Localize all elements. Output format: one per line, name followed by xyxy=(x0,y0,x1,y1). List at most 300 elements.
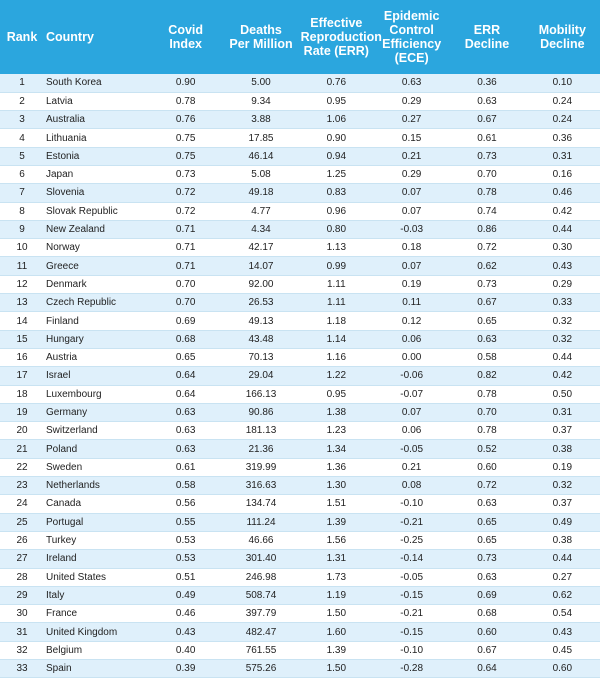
rank-cell: 20 xyxy=(0,422,44,440)
ece-cell: 0.21 xyxy=(374,458,449,476)
err-cell: 1.14 xyxy=(299,330,374,348)
err-decline-cell: 0.62 xyxy=(449,257,524,275)
country-cell: Belgium xyxy=(44,641,148,659)
covid-index-cell: 0.70 xyxy=(148,275,223,293)
mobility-decline-cell: 0.43 xyxy=(525,257,600,275)
ece-cell: 0.06 xyxy=(374,330,449,348)
err-decline-cell: 0.65 xyxy=(449,531,524,549)
mobility-decline-cell: 0.37 xyxy=(525,422,600,440)
mobility-decline-cell: 0.43 xyxy=(525,623,600,641)
covid-index-cell: 0.40 xyxy=(148,641,223,659)
err-decline-cell: 0.52 xyxy=(449,440,524,458)
country-cell: Israel xyxy=(44,367,148,385)
err-decline-cell: 0.72 xyxy=(449,239,524,257)
header-err xyxy=(299,0,382,74)
ece-cell: -0.14 xyxy=(374,550,449,568)
mobility-decline-cell: 0.30 xyxy=(525,239,600,257)
rank-cell: 27 xyxy=(0,550,44,568)
err-decline-cell: 0.65 xyxy=(449,312,524,330)
deaths-cell: 482.47 xyxy=(223,623,298,641)
ece-cell: 0.11 xyxy=(374,294,449,312)
err-cell: 1.36 xyxy=(299,458,374,476)
header-line: (ECE) xyxy=(394,51,429,65)
covid-index-cell: 0.71 xyxy=(148,257,223,275)
deaths-cell: 46.14 xyxy=(223,147,298,165)
ece-cell: -0.28 xyxy=(374,660,449,678)
country-cell: Poland xyxy=(44,440,148,458)
rank-cell: 22 xyxy=(0,458,44,476)
country-cell: Austria xyxy=(44,348,148,366)
header-line: Rate (ERR) xyxy=(303,44,369,58)
err-cell: 1.18 xyxy=(299,312,374,330)
rank-cell: 30 xyxy=(0,605,44,623)
rank-cell: 5 xyxy=(0,147,44,165)
mobility-decline-cell: 0.45 xyxy=(525,641,600,659)
table-row xyxy=(0,312,600,330)
covid-index-cell: 0.51 xyxy=(148,568,223,586)
mobility-decline-cell: 0.24 xyxy=(525,111,600,129)
country-cell: Netherlands xyxy=(44,477,148,495)
deaths-cell: 3.88 xyxy=(223,111,298,129)
ece-cell: 0.06 xyxy=(374,422,449,440)
ece-cell: -0.21 xyxy=(374,513,449,531)
err-cell: 0.80 xyxy=(299,220,374,238)
rank-cell: 29 xyxy=(0,586,44,604)
deaths-cell: 166.13 xyxy=(223,385,298,403)
ece-cell: 0.07 xyxy=(374,257,449,275)
err-cell: 1.31 xyxy=(299,550,374,568)
covid-index-cell: 0.39 xyxy=(148,660,223,678)
deaths-cell: 4.77 xyxy=(223,202,298,220)
err-cell: 0.99 xyxy=(299,257,374,275)
header-ece xyxy=(374,0,449,74)
rank-cell: 10 xyxy=(0,239,44,257)
country-cell: Italy xyxy=(44,586,148,604)
ece-cell: -0.03 xyxy=(374,220,449,238)
table-row xyxy=(0,92,600,110)
err-decline-cell: 0.70 xyxy=(449,403,524,421)
rank-cell: 15 xyxy=(0,330,44,348)
ece-cell: -0.15 xyxy=(374,623,449,641)
mobility-decline-cell: 0.42 xyxy=(525,367,600,385)
deaths-cell: 508.74 xyxy=(223,586,298,604)
header-rank: Rank xyxy=(6,30,38,44)
deaths-cell: 575.26 xyxy=(223,660,298,678)
err-cell: 0.83 xyxy=(299,184,374,202)
country-cell: Turkey xyxy=(44,531,148,549)
table-row xyxy=(0,129,600,147)
covid-index-cell: 0.78 xyxy=(148,92,223,110)
ece-cell: -0.05 xyxy=(374,568,449,586)
err-cell: 1.34 xyxy=(299,440,374,458)
ece-cell: 0.63 xyxy=(374,74,449,92)
header-line: Efficiency xyxy=(382,37,442,51)
deaths-cell: 14.07 xyxy=(223,257,298,275)
table-row xyxy=(0,641,600,659)
covid-index-cell: 0.75 xyxy=(148,147,223,165)
err-cell: 1.19 xyxy=(299,586,374,604)
mobility-decline-cell: 0.31 xyxy=(525,147,600,165)
rank-cell: 12 xyxy=(0,275,44,293)
rank-cell: 16 xyxy=(0,348,44,366)
table-row xyxy=(0,294,600,312)
err-cell: 1.11 xyxy=(299,294,374,312)
rank-cell: 23 xyxy=(0,477,44,495)
header-covid-index xyxy=(148,0,223,74)
covid-index-cell: 0.70 xyxy=(148,294,223,312)
covid-index-cell: 0.90 xyxy=(148,74,223,92)
header-line: Index xyxy=(169,37,202,51)
ece-cell: 0.07 xyxy=(374,184,449,202)
country-cell: Lithuania xyxy=(44,129,148,147)
table-row xyxy=(0,422,600,440)
table-row xyxy=(0,111,600,129)
header-line: Mobility xyxy=(538,23,586,37)
table-row xyxy=(0,385,600,403)
err-decline-cell: 0.86 xyxy=(449,220,524,238)
err-cell: 1.11 xyxy=(299,275,374,293)
ece-cell: 0.12 xyxy=(374,312,449,330)
covid-index-cell: 0.64 xyxy=(148,385,223,403)
covid-index-cell: 0.64 xyxy=(148,367,223,385)
err-cell: 1.13 xyxy=(299,239,374,257)
err-decline-cell: 0.72 xyxy=(449,477,524,495)
rank-cell: 24 xyxy=(0,495,44,513)
err-cell: 1.22 xyxy=(299,367,374,385)
table-body xyxy=(0,74,600,678)
header-line: Decline xyxy=(464,37,510,51)
table-row xyxy=(0,458,600,476)
header-line: Decline xyxy=(540,37,585,51)
deaths-cell: 92.00 xyxy=(223,275,298,293)
covid-index-cell: 0.63 xyxy=(148,403,223,421)
err-cell: 0.76 xyxy=(299,74,374,92)
country-cell: Denmark xyxy=(44,275,148,293)
country-cell: Spain xyxy=(44,660,148,678)
err-decline-cell: 0.64 xyxy=(449,660,524,678)
table-row xyxy=(0,220,600,238)
header-line: Per Million xyxy=(229,37,293,51)
header-deaths-per-million xyxy=(223,0,298,74)
ece-cell: 0.19 xyxy=(374,275,449,293)
ece-cell: 0.15 xyxy=(374,129,449,147)
table-row xyxy=(0,605,600,623)
ece-cell: -0.05 xyxy=(374,440,449,458)
mobility-decline-cell: 0.50 xyxy=(525,385,600,403)
mobility-decline-cell: 0.54 xyxy=(525,605,600,623)
err-cell: 1.06 xyxy=(299,111,374,129)
rank-cell: 33 xyxy=(0,660,44,678)
deaths-cell: 5.00 xyxy=(223,74,298,92)
rank-cell: 2 xyxy=(0,92,44,110)
err-decline-cell: 0.78 xyxy=(449,184,524,202)
covid-index-cell: 0.53 xyxy=(148,531,223,549)
country-cell: Slovak Republic xyxy=(44,202,148,220)
mobility-decline-cell: 0.33 xyxy=(525,294,600,312)
deaths-cell: 49.18 xyxy=(223,184,298,202)
header-line: Deaths xyxy=(240,23,282,37)
rank-cell: 13 xyxy=(0,294,44,312)
err-cell: 1.51 xyxy=(299,495,374,513)
deaths-cell: 90.86 xyxy=(223,403,298,421)
mobility-decline-cell: 0.49 xyxy=(525,513,600,531)
mobility-decline-cell: 0.32 xyxy=(525,312,600,330)
country-cell: Czech Republic xyxy=(44,294,148,312)
err-cell: 0.90 xyxy=(299,129,374,147)
ece-cell: 0.18 xyxy=(374,239,449,257)
covid-index-cell: 0.58 xyxy=(148,477,223,495)
header-country: Country xyxy=(46,30,94,44)
rank-cell: 21 xyxy=(0,440,44,458)
covid-index-cell: 0.73 xyxy=(148,165,223,183)
err-cell: 1.73 xyxy=(299,568,374,586)
mobility-decline-cell: 0.62 xyxy=(525,586,600,604)
ece-cell: -0.07 xyxy=(374,385,449,403)
err-decline-cell: 0.67 xyxy=(449,294,524,312)
table-row xyxy=(0,147,600,165)
err-cell: 0.96 xyxy=(299,202,374,220)
table-row xyxy=(0,477,600,495)
covid-index-cell: 0.63 xyxy=(148,422,223,440)
mobility-decline-cell: 0.44 xyxy=(525,220,600,238)
err-decline-cell: 0.58 xyxy=(449,348,524,366)
err-decline-cell: 0.68 xyxy=(449,605,524,623)
country-cell: Estonia xyxy=(44,147,148,165)
err-cell: 0.95 xyxy=(299,92,374,110)
mobility-decline-cell: 0.44 xyxy=(525,550,600,568)
ece-cell: -0.10 xyxy=(374,495,449,513)
deaths-cell: 181.13 xyxy=(223,422,298,440)
header-line: Control xyxy=(389,23,434,37)
deaths-cell: 5.08 xyxy=(223,165,298,183)
deaths-cell: 43.48 xyxy=(223,330,298,348)
covid-index-cell: 0.65 xyxy=(148,348,223,366)
err-decline-cell: 0.73 xyxy=(449,147,524,165)
mobility-decline-cell: 0.38 xyxy=(525,531,600,549)
table-row xyxy=(0,275,600,293)
err-decline-cell: 0.69 xyxy=(449,586,524,604)
err-decline-cell: 0.70 xyxy=(449,165,524,183)
err-cell: 1.30 xyxy=(299,477,374,495)
ece-cell: -0.21 xyxy=(374,605,449,623)
err-cell: 0.95 xyxy=(299,385,374,403)
rank-cell: 31 xyxy=(0,623,44,641)
covid-index-cell: 0.61 xyxy=(148,458,223,476)
covid-index-cell: 0.71 xyxy=(148,239,223,257)
deaths-cell: 246.98 xyxy=(223,568,298,586)
err-cell: 1.38 xyxy=(299,403,374,421)
covid-index-cell: 0.75 xyxy=(148,129,223,147)
covid-index-cell: 0.56 xyxy=(148,495,223,513)
mobility-decline-cell: 0.38 xyxy=(525,440,600,458)
country-cell: Latvia xyxy=(44,92,148,110)
covid-index-cell: 0.43 xyxy=(148,623,223,641)
mobility-decline-cell: 0.29 xyxy=(525,275,600,293)
table-row xyxy=(0,330,600,348)
mobility-decline-cell: 0.27 xyxy=(525,568,600,586)
country-cell: New Zealand xyxy=(44,220,148,238)
rank-cell: 17 xyxy=(0,367,44,385)
ece-cell: -0.15 xyxy=(374,586,449,604)
err-decline-cell: 0.67 xyxy=(449,111,524,129)
mobility-decline-cell: 0.37 xyxy=(525,495,600,513)
ece-cell: -0.06 xyxy=(374,367,449,385)
table-row xyxy=(0,531,600,549)
table-row xyxy=(0,257,600,275)
err-cell: 1.25 xyxy=(299,165,374,183)
err-cell: 1.39 xyxy=(299,641,374,659)
deaths-cell: 761.55 xyxy=(223,641,298,659)
mobility-decline-cell: 0.60 xyxy=(525,660,600,678)
rank-cell: 4 xyxy=(0,129,44,147)
err-decline-cell: 0.82 xyxy=(449,367,524,385)
covid-index-cell: 0.63 xyxy=(148,440,223,458)
deaths-cell: 21.36 xyxy=(223,440,298,458)
ece-cell: 0.27 xyxy=(374,111,449,129)
err-cell: 1.50 xyxy=(299,660,374,678)
rank-cell: 3 xyxy=(0,111,44,129)
ece-cell: 0.29 xyxy=(374,165,449,183)
country-cell: Canada xyxy=(44,495,148,513)
country-cell: South Korea xyxy=(44,74,148,92)
rank-cell: 25 xyxy=(0,513,44,531)
err-decline-cell: 0.78 xyxy=(449,422,524,440)
err-cell: 1.60 xyxy=(299,623,374,641)
deaths-cell: 70.13 xyxy=(223,348,298,366)
err-cell: 1.50 xyxy=(299,605,374,623)
country-cell: Portugal xyxy=(44,513,148,531)
mobility-decline-cell: 0.32 xyxy=(525,477,600,495)
rank-cell: 28 xyxy=(0,568,44,586)
ece-cell: 0.08 xyxy=(374,477,449,495)
err-decline-cell: 0.60 xyxy=(449,458,524,476)
err-decline-cell: 0.67 xyxy=(449,641,524,659)
err-decline-cell: 0.63 xyxy=(449,92,524,110)
country-cell: Australia xyxy=(44,111,148,129)
err-decline-cell: 0.36 xyxy=(449,74,524,92)
country-cell: Greece xyxy=(44,257,148,275)
deaths-cell: 397.79 xyxy=(223,605,298,623)
mobility-decline-cell: 0.19 xyxy=(525,458,600,476)
ece-cell: -0.25 xyxy=(374,531,449,549)
mobility-decline-cell: 0.10 xyxy=(525,74,600,92)
err-cell: 1.23 xyxy=(299,422,374,440)
header-mobility-decline xyxy=(525,0,600,74)
err-decline-cell: 0.60 xyxy=(449,623,524,641)
country-cell: Slovenia xyxy=(44,184,148,202)
ece-cell: 0.00 xyxy=(374,348,449,366)
deaths-cell: 111.24 xyxy=(223,513,298,531)
err-decline-cell: 0.78 xyxy=(449,385,524,403)
covid-index-cell: 0.49 xyxy=(148,586,223,604)
table-row xyxy=(0,403,600,421)
covid-index-cell: 0.69 xyxy=(148,312,223,330)
country-cell: United Kingdom xyxy=(44,623,148,641)
table-row xyxy=(0,184,600,202)
country-cell: France xyxy=(44,605,148,623)
country-cell: United States xyxy=(44,568,148,586)
covid-index-cell: 0.55 xyxy=(148,513,223,531)
err-decline-cell: 0.63 xyxy=(449,495,524,513)
ece-cell: 0.07 xyxy=(374,202,449,220)
mobility-decline-cell: 0.46 xyxy=(525,184,600,202)
header-line: Reproduction xyxy=(300,30,382,44)
deaths-cell: 26.53 xyxy=(223,294,298,312)
rank-cell: 26 xyxy=(0,531,44,549)
table-row xyxy=(0,202,600,220)
deaths-cell: 301.40 xyxy=(223,550,298,568)
deaths-cell: 9.34 xyxy=(223,92,298,110)
table-row xyxy=(0,568,600,586)
rank-cell: 11 xyxy=(0,257,44,275)
header-line: ERR xyxy=(473,23,501,37)
country-cell: Ireland xyxy=(44,550,148,568)
rank-cell: 8 xyxy=(0,202,44,220)
table-row xyxy=(0,239,600,257)
header-err-decline xyxy=(449,0,524,74)
rank-cell: 6 xyxy=(0,165,44,183)
err-decline-cell: 0.65 xyxy=(449,513,524,531)
err-cell: 1.56 xyxy=(299,531,374,549)
ece-cell: 0.29 xyxy=(374,92,449,110)
covid-index-cell: 0.68 xyxy=(148,330,223,348)
err-decline-cell: 0.61 xyxy=(449,129,524,147)
deaths-cell: 316.63 xyxy=(223,477,298,495)
table-row xyxy=(0,165,600,183)
deaths-cell: 319.99 xyxy=(223,458,298,476)
deaths-cell: 4.34 xyxy=(223,220,298,238)
table-row xyxy=(0,660,600,678)
err-decline-cell: 0.74 xyxy=(449,202,524,220)
mobility-decline-cell: 0.44 xyxy=(525,348,600,366)
table-row xyxy=(0,513,600,531)
deaths-cell: 46.66 xyxy=(223,531,298,549)
header-row xyxy=(0,0,600,74)
err-decline-cell: 0.63 xyxy=(449,568,524,586)
country-cell: Luxembourg xyxy=(44,385,148,403)
header-line: Epidemic xyxy=(383,9,440,23)
covid-index-cell: 0.72 xyxy=(148,202,223,220)
rank-cell: 19 xyxy=(0,403,44,421)
country-cell: Finland xyxy=(44,312,148,330)
rank-cell: 32 xyxy=(0,641,44,659)
deaths-cell: 17.85 xyxy=(223,129,298,147)
deaths-cell: 29.04 xyxy=(223,367,298,385)
table-row xyxy=(0,440,600,458)
rank-cell: 9 xyxy=(0,220,44,238)
ece-cell: 0.21 xyxy=(374,147,449,165)
rank-cell: 7 xyxy=(0,184,44,202)
country-cell: Hungary xyxy=(44,330,148,348)
table-row xyxy=(0,550,600,568)
covid-index-cell: 0.76 xyxy=(148,111,223,129)
covid-index-cell: 0.46 xyxy=(148,605,223,623)
table-row xyxy=(0,348,600,366)
country-cell: Switzerland xyxy=(44,422,148,440)
country-cell: Norway xyxy=(44,239,148,257)
err-cell: 1.39 xyxy=(299,513,374,531)
covid-index-cell: 0.72 xyxy=(148,184,223,202)
covid-index-cell: 0.53 xyxy=(148,550,223,568)
mobility-decline-cell: 0.16 xyxy=(525,165,600,183)
deaths-cell: 42.17 xyxy=(223,239,298,257)
rank-cell: 18 xyxy=(0,385,44,403)
mobility-decline-cell: 0.32 xyxy=(525,330,600,348)
country-cell: Japan xyxy=(44,165,148,183)
mobility-decline-cell: 0.36 xyxy=(525,129,600,147)
err-cell: 0.94 xyxy=(299,147,374,165)
deaths-cell: 49.13 xyxy=(223,312,298,330)
